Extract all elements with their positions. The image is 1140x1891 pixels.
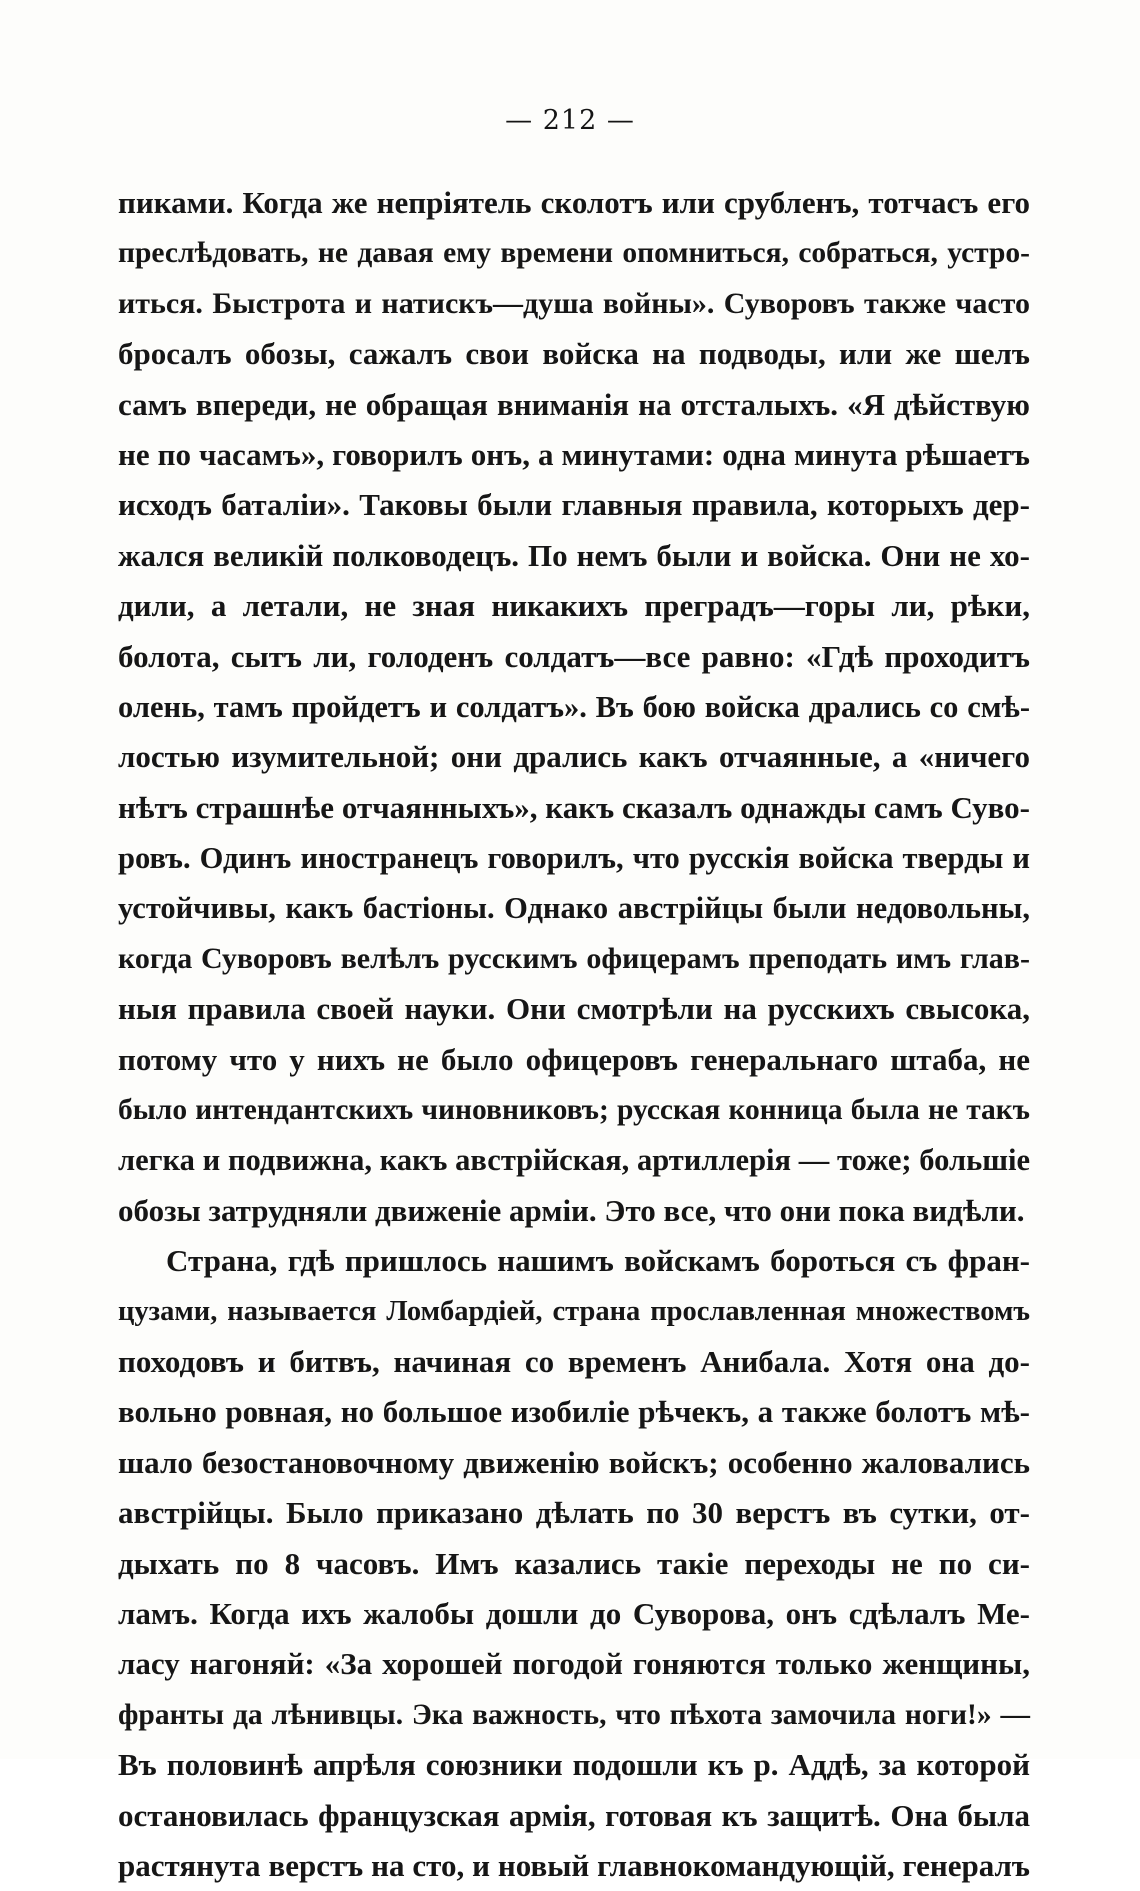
- text-line: олень, тамъ пройдетъ и солдатъ». Въ бою войска дрались со смѣ-: [118, 689, 1030, 724]
- page-number: — 212 —: [505, 105, 635, 136]
- text-line: Въ половинѣ апрѣля союзники подошли къ р. Аддѣ, за которой: [118, 1747, 1030, 1783]
- text-line: жался великій полководецъ. По немъ были и войска. Они не хо-: [118, 537, 1030, 573]
- text-line: ласу нагоняй: «За хорошей погодой гоняются только женщины,: [118, 1646, 1030, 1682]
- text-line: дыхать по 8 часовъ. Имъ казались такіе переходы не по си-: [118, 1545, 1030, 1581]
- text-line: потому что у нихъ не было офицеровъ генеральнаго штаба, не: [118, 1041, 1030, 1077]
- text-line: ныя правила своей науки. Они смотрѣли на русскихъ свысока,: [118, 991, 1030, 1027]
- text-line: обозы затрудняли движеніе арміи. Это все, что они пока видѣли.: [118, 1192, 1025, 1228]
- text-line: иться. Быстрота и натискъ—душа войны». Суворовъ также часто: [118, 286, 1030, 320]
- text-line: ламъ. Когда ихъ жалобы дошли до Суворова, онъ сдѣлалъ Ме-: [118, 1595, 1030, 1631]
- text-line: дили, а летали, не зная никакихъ преградъ—горы ли, рѣки,: [118, 588, 1030, 624]
- text-line: устойчивы, какъ бастіоны. Однако австрійцы были недовольны,: [118, 891, 1030, 926]
- page-body-text: [118, 178, 1030, 1891]
- text-line: бросалъ обозы, сажалъ свои войска на подводы, или же шелъ: [118, 336, 1030, 372]
- text-line: вольно ровная, но большое изобиліе рѣчекъ, а также болотъ мѣ-: [118, 1394, 1030, 1430]
- text-line: самъ впереди, не обращая вниманія на отсталыхъ. «Я дѣйствую: [118, 386, 1030, 422]
- text-line: болота, сытъ ли, голоденъ солдатъ—все равно: «Гдѣ проходитъ: [118, 638, 1030, 674]
- text-line: походовъ и битвъ, начиная со временъ Анибала. Хотя она до-: [118, 1343, 1030, 1379]
- text-line: шало безостановочному движенію войскъ; особенно жаловались: [118, 1444, 1030, 1480]
- text-line: не по часамъ», говорилъ онъ, а минутами: одна минута рѣшаетъ: [118, 436, 1030, 472]
- text-line: легка и подвижна, какъ австрійская, артиллерія — тоже; большіе: [118, 1143, 1030, 1178]
- text-line: пиками. Когда же непріятель сколотъ или срубленъ, тотчасъ его: [118, 185, 1030, 220]
- text-line: ровъ. Одинъ иностранецъ говорилъ, что русскія войска тверды и: [118, 841, 1030, 876]
- text-line: австрійцы. Было приказано дѣлать по 30 верстъ въ сутки, от-: [118, 1495, 1030, 1531]
- paragraph-first-line: Страна, гдѣ пришлось нашимъ войскамъ бороться съ фран-: [166, 1243, 1030, 1279]
- text-line: когда Суворовъ велѣлъ русскимъ офицерамъ преподать имъ глав-: [118, 941, 1030, 975]
- text-line: остановилась французская армія, готовая къ защитѣ. Она была: [118, 1797, 1030, 1833]
- text-line: франты да лѣнивцы. Эка важность, что пѣхота замочила ноги!» —: [118, 1698, 1030, 1731]
- text-line: исходъ баталіи». Таковы были главныя правила, которыхъ дер-: [118, 487, 1030, 523]
- text-line: лостью изумительной; они дрались какъ отчаянные, а «ничего: [118, 739, 1030, 775]
- text-line: цузами, называется Ломбардіей, страна прославленная множествомъ: [118, 1295, 1030, 1327]
- text-line: было интендантскихъ чиновниковъ; русская конница была не такъ: [118, 1094, 1030, 1127]
- text-line: нѣтъ страшнѣе отчаянныхъ», какъ сказалъ однажды самъ Суво-: [118, 789, 1030, 825]
- text-line: растянута верстъ на сто, и новый главнокомандующій, генералъ: [118, 1847, 1030, 1883]
- text-line: преслѣдовать, не давая ему времени опомниться, собраться, устро-: [118, 237, 1030, 270]
